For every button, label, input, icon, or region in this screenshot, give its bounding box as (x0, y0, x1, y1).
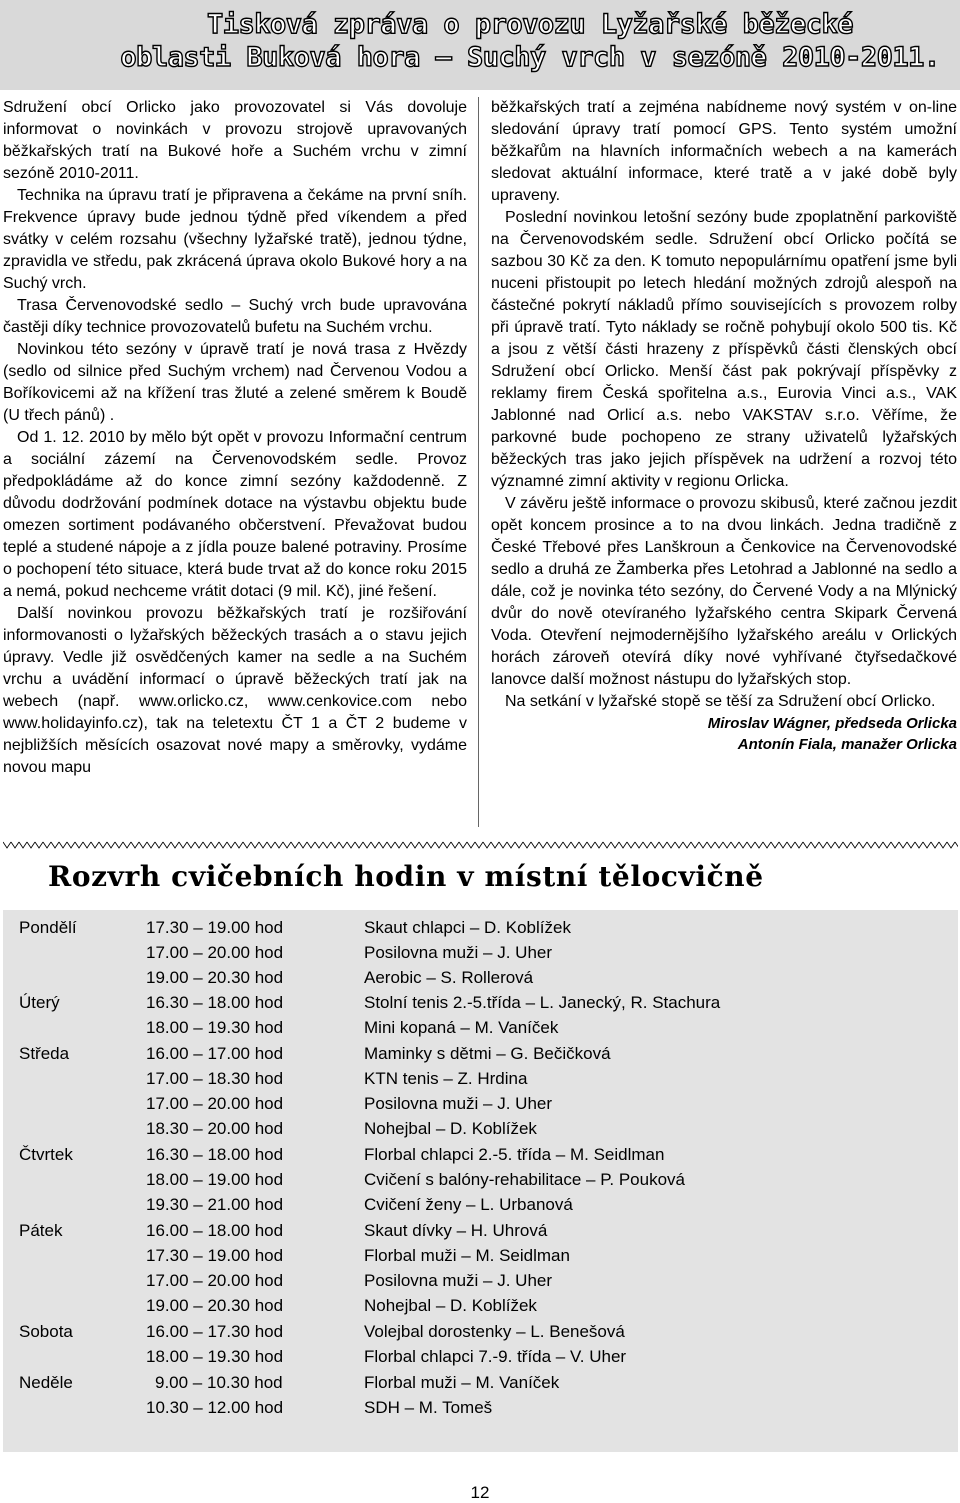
paragraph: Technika na úpravu tratí je připravena a čekáme na první sníh. Frekvence úpravy bude jednou týdně před víkendem a před svátky v celém rozsahu (všechny lyžařské tratě), jednou týdne, zpravidla ve středu, pak zkrácená úprava okolo Bukové hory a na Suchý vrch. (3, 187, 467, 292)
activity-cell: Posilovna muži – J. Uher (364, 1094, 553, 1113)
time-cell: 16.30 – 18.00 hod (146, 1145, 284, 1164)
paragraph: Od 1. 12. 2010 by mělo být opět v provozu Informační centrum a sociální zázemí na Červenovodském sedle. Provoz předpokládáme až do konce zimní sezóny každodenně. Z důvodu dodržování podmínek dotace na výstavbu objektu bude omezen sortiment podávaného občerstvení. Převažovat budou teplé a studené nápoje a z jídla pouze balené potraviny. Prosíme o pochopení této situace, která bude trvat až do konce roku 2015 a nemá, pokud nechceme vrátit dotaci (9 mil. Kč), jiné řešení. (3, 429, 467, 600)
page-number: 12 (470, 1483, 490, 1502)
day-cell: Neděle (19, 1373, 73, 1392)
time-cell: 16.30 – 18.00 hod (146, 993, 284, 1012)
time-cell: 17.00 – 20.00 hod (146, 943, 284, 962)
activity-cell: Cvičení s balóny-rehabilitace – P. Pouková (364, 1170, 685, 1189)
time-cell: 16.00 – 17.00 hod (146, 1044, 284, 1063)
signature-manager: Antonín Fiala, manažer Orlicka (737, 736, 957, 753)
day-cell: Pátek (19, 1221, 63, 1240)
activity-cell: Skaut chlapci – D. Koblížek (364, 918, 571, 937)
activity-cell: Aerobic – S. Rollerová (364, 968, 534, 987)
time-cell: 17.00 – 20.00 hod (146, 1271, 284, 1290)
time-cell: 16.00 – 18.00 hod (146, 1221, 284, 1240)
time-cell: 18.00 – 19.30 hod (146, 1018, 284, 1037)
schedule-title: Rozvrh cvičebních hodin v místní tělocvičně (48, 860, 764, 893)
zigzag-divider (3, 840, 958, 850)
paragraph: běžkařských tratí a zejména nabídneme nový systém v on-line sledování úpravy tratí pomocí GPS. Tento systém umožní běžkařům na hlavních informačních webech a na kamerách sledovat aktuální informace, které tratě a v jaké době byly upraveny. (491, 99, 957, 204)
time-cell: 19.00 – 20.30 hod (146, 1296, 284, 1315)
paragraph: Novinkou této sezóny v úpravě tratí je nová trasa z Hvězdy (sedlo od silnice před Suchým vrchem) nad Červenou Vodou a Boříkovicemi až na křížení tras žluté a zelené směrem k Boudě (U třech pánů) . (3, 341, 467, 424)
paragraph: Poslední novinkou letošní sezóny bude zpoplatnění parkoviště na Červenovodském sedle. Sdružení obcí Orlicko počítá se sazbou 30 Kč za den. K tomuto nepopulárnímu opatření jsme byli nuceni přistoupit po letech hledání možných zdrojů alespoň na částečné pokrytí nákladů přímo souvisejících s provozem rolby při úpravě tratí. Tyto náklady se ročně pohybují okolo 500 tis. Kč a jsou z větší části hrazeny z příspěvků části členských obcí Sdružení obcí Orlicko. Menší část pak pokrývají příspěvky z reklamy firem Česká spořitelna a.s., Eurovia Vinci a.s., VAK Jablonné nad Orlicí a.s. nebo VAKSTAV s.r.o. Věříme, že parkovné bude pochopeno ze strany uživatelů lyžařských běžeckých tras jako jejich příspěvek na udržení a rozvoj této významné zimní aktivity v regionu Orlicka. (491, 209, 957, 490)
activity-cell: Florbal muži – M. Seidlman (364, 1246, 570, 1265)
activity-cell: Posilovna muži – J. Uher (364, 1271, 553, 1290)
activity-cell: SDH – M. Tomeš (364, 1398, 493, 1417)
activity-cell: Nohejbal – D. Koblížek (364, 1119, 537, 1138)
paragraph: V závěru ještě informace o provozu skibusů, které začnou jezdit opět koncem prosince a to na dvou linkách. Jedna tradičně z České Třebové přes Lanškroun a Čenkovice na Červenovodské sedlo a druhá ze Žamberka přes Letohrad a Jablonné na sedlo a dále, což je novinka této sezóny, do Červené Vody a na Mlýnický dvůr do nově otevíraného lyžařského centra Skipark Červená Voda. Otevření nejmodernějšího lyžařského areálu v Orlických horách zároveň otevírá díky nové vyhřívané čtyřsedačkové lanovce další možnost nástupu do lyžařských stop. (491, 495, 957, 688)
column-divider (478, 97, 479, 827)
article-left-column (3, 97, 467, 779)
activity-cell: KTN tenis – Z. Hrdina (364, 1069, 528, 1088)
activity-cell: Florbal muži – M. Vaníček (364, 1373, 560, 1392)
signature-chairman: Miroslav Wágner, předseda Orlicka (707, 715, 957, 732)
title-line-1: Tisková zpráva o provozu Lyžařské běžecké (207, 9, 853, 40)
time-cell: 10.30 – 12.00 hod (146, 1398, 284, 1417)
page-title (120, 8, 940, 74)
activity-cell: Stolní tenis 2.-5.třída – L. Janecký, R. Stachura (364, 993, 721, 1012)
time-cell: 18.30 – 20.00 hod (146, 1119, 284, 1138)
activity-cell: Nohejbal – D. Koblížek (364, 1296, 537, 1315)
time-cell: 18.00 – 19.30 hod (146, 1347, 284, 1366)
paragraph: Další novinkou provozu běžkařských tratí je rozšiřování informovanosti o lyžařských běžeckých trasách a o stavu jejich úpravy. Vedle již osvědčených kamer na sedle a na Suchém vrchu a uvádění informací o úpravě běžeckých tratí jak na webech (např. www.orlicko.cz, www.cenkovice.com nebo www.holidayinfo.cz), tak na teletextu ČT 1 a ČT 2 budeme v nejbližších měsících osazovat nové mapy a směrovky, vydáme novou mapu (3, 605, 467, 776)
time-cell: 17.00 – 18.30 hod (146, 1069, 284, 1088)
activity-cell: Florbal chlapci 7.-9. třída – V. Uher (364, 1347, 627, 1366)
day-cell: Čtvrtek (19, 1145, 73, 1164)
activity-cell: Maminky s dětmi – G. Bečičková (364, 1044, 611, 1063)
day-cell: Pondělí (19, 918, 77, 937)
paragraph: Na setkání v lyžařské stopě se těší za Sdružení obcí Orlicko. (505, 693, 936, 710)
day-cell: Středa (19, 1044, 70, 1063)
activity-cell: Mini kopaná – M. Vaníček (364, 1018, 559, 1037)
article-right-column (491, 97, 957, 755)
time-cell: 19.00 – 20.30 hod (146, 968, 284, 987)
time-cell: 16.00 – 17.30 hod (146, 1322, 284, 1341)
time-cell: 9.00 – 10.30 hod (155, 1373, 283, 1392)
schedule-table (3, 910, 958, 1452)
activity-cell: Cvičení ženy – L. Urbanová (364, 1195, 573, 1214)
paragraph: Sdružení obcí Orlicko jako provozovatel si Vás dovoluje informovat o novinkách v provozu strojově upravovaných běžkařských tratí na Bukové hoře a Suchém vrchu v zimní sezóně 2010-2011. (3, 99, 467, 182)
day-cell: Sobota (19, 1322, 73, 1341)
title-line-2: oblasti Buková hora – Suchý vrch v sezóně 2010-2011. (120, 42, 940, 73)
activity-cell: Posilovna muži – J. Uher (364, 943, 553, 962)
time-cell: 18.00 – 19.00 hod (146, 1170, 284, 1189)
time-cell: 17.30 – 19.00 hod (146, 918, 284, 937)
time-cell: 17.30 – 19.00 hod (146, 1246, 284, 1265)
paragraph: Trasa Červenovodské sedlo – Suchý vrch bude upravována častěji díky technice provozovatelů bufetu na Suchém vrchu. (3, 297, 467, 336)
day-cell: Úterý (19, 993, 60, 1012)
activity-cell: Volejbal dorostenky – L. Benešová (364, 1322, 625, 1341)
activity-cell: Florbal chlapci 2.-5. třída – M. Seidlman (364, 1145, 665, 1164)
time-cell: 17.00 – 20.00 hod (146, 1094, 284, 1113)
time-cell: 19.30 – 21.00 hod (146, 1195, 284, 1214)
activity-cell: Skaut dívky – H. Uhrová (364, 1221, 548, 1240)
